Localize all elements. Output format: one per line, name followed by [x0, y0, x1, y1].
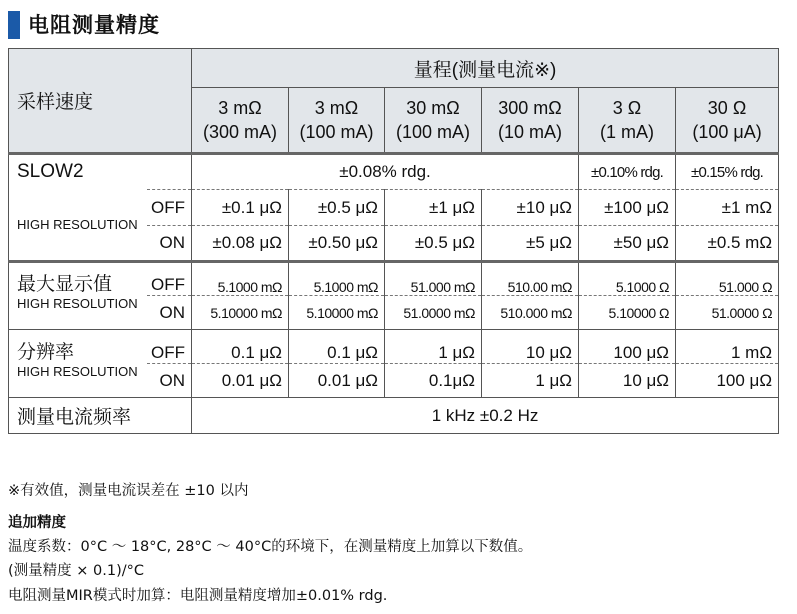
table-cell: ±1 μΩ	[385, 190, 482, 226]
on-label: ON	[147, 364, 192, 398]
accuracy-rdg-main: ±0.08% rdg.	[192, 154, 579, 190]
table-cell: 1 mΩ	[676, 330, 779, 364]
range-column-header: 3 Ω (1 mA)	[579, 88, 676, 154]
table-cell: ±50 μΩ	[579, 226, 676, 262]
on-label: ON	[147, 296, 192, 330]
table-cell: 1 μΩ	[482, 364, 579, 398]
table-cell: 5.10000 Ω	[579, 296, 676, 330]
range-header: 量程(测量电流※)	[192, 49, 779, 88]
mir-mode-note: 电阻测量MIR模式时加算：电阻测量精度增加±0.01% rdg.	[8, 588, 388, 604]
table-cell: ±10 μΩ	[482, 190, 579, 226]
table-cell: 10 μΩ	[482, 330, 579, 364]
table-cell: ±0.5 mΩ	[676, 226, 779, 262]
formula-note: (测量精度 × 0.1)/°C	[8, 563, 145, 579]
table-cell: ±5 μΩ	[482, 226, 579, 262]
off-label: OFF	[147, 262, 192, 296]
page-title: 电阻测量精度	[28, 13, 160, 37]
table-cell: 0.01 μΩ	[289, 364, 385, 398]
high-resolution-label: HIGH RESOLUTION	[9, 364, 147, 398]
table-cell: ±0.5 μΩ	[385, 226, 482, 262]
frequency-value: 1 kHz ±0.2 Hz	[192, 398, 779, 434]
range-column-header: 30 Ω (100 μA)	[676, 88, 779, 154]
table-cell: 51.0000 Ω	[676, 296, 779, 330]
frequency-label: 测量电流频率	[9, 398, 192, 434]
table-cell: 510.00 mΩ	[482, 262, 579, 296]
range-column-header: 3 mΩ (300 mA)	[192, 88, 289, 154]
table-cell: 510.000 mΩ	[482, 296, 579, 330]
table-cell: 1 μΩ	[385, 330, 482, 364]
footnote: ※有效值，测量电流误差在 ±10 以内	[8, 483, 249, 499]
resistance-accuracy-table	[8, 48, 779, 434]
table-cell: 0.1μΩ	[385, 364, 482, 398]
table-cell: 0.01 μΩ	[192, 364, 289, 398]
table-cell: 10 μΩ	[579, 364, 676, 398]
table-cell: 0.1 μΩ	[289, 330, 385, 364]
off-label: OFF	[147, 190, 192, 226]
high-resolution-label: HIGH RESOLUTION	[9, 190, 147, 262]
table-cell: 5.1000 mΩ	[289, 262, 385, 296]
range-column-header: 3 mΩ (100 mA)	[289, 88, 385, 154]
table-cell: 0.1 μΩ	[192, 330, 289, 364]
added-accuracy-title: 追加精度	[8, 515, 66, 531]
on-label: ON	[147, 226, 192, 262]
max-display-label: 最大显示值	[9, 262, 147, 296]
high-resolution-label: HIGH RESOLUTION	[9, 296, 147, 330]
off-label: OFF	[147, 330, 192, 364]
table-cell: 5.10000 mΩ	[289, 296, 385, 330]
table-cell: ±0.50 μΩ	[289, 226, 385, 262]
table-cell: ±0.08 μΩ	[192, 226, 289, 262]
slow2-label: SLOW2	[9, 154, 192, 190]
temperature-coefficient-note: 温度系数：0°C ～ 18°C, 28°C ～ 40°C的环境下，在测量精度上加算以下数值。	[8, 539, 533, 555]
range-column-header: 300 mΩ (10 mA)	[482, 88, 579, 154]
table-cell: 100 μΩ	[579, 330, 676, 364]
table-cell: 100 μΩ	[676, 364, 779, 398]
table-cell: 51.0000 mΩ	[385, 296, 482, 330]
table-cell: ±0.5 μΩ	[289, 190, 385, 226]
table-cell: 51.000 mΩ	[385, 262, 482, 296]
title-accent-bar	[8, 11, 20, 39]
accuracy-rdg-30ohm: ±0.15% rdg.	[676, 154, 779, 190]
sampling-speed-label: 采样速度	[9, 49, 192, 154]
table-cell: 5.10000 mΩ	[192, 296, 289, 330]
range-column-header: 30 mΩ (100 mA)	[385, 88, 482, 154]
resolution-label: 分辨率	[9, 330, 147, 364]
table-cell: ±0.1 μΩ	[192, 190, 289, 226]
table-cell: ±1 mΩ	[676, 190, 779, 226]
table-cell: 5.1000 Ω	[579, 262, 676, 296]
accuracy-rdg-3ohm: ±0.10% rdg.	[579, 154, 676, 190]
table-cell: 5.1000 mΩ	[192, 262, 289, 296]
table-cell: ±100 μΩ	[579, 190, 676, 226]
table-cell: 51.000 Ω	[676, 262, 779, 296]
